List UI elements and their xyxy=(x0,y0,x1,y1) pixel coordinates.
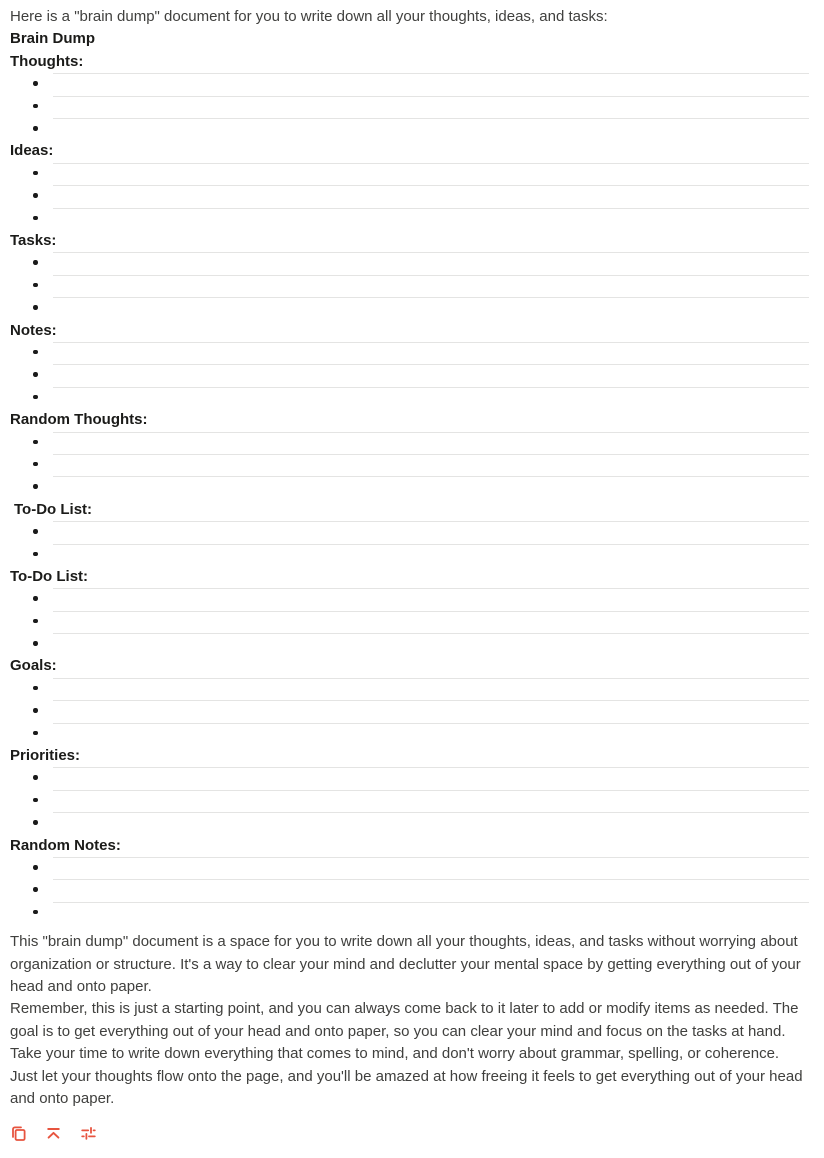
collapse-top-icon xyxy=(44,1124,63,1143)
blank-line-item xyxy=(10,790,809,812)
bullet-dot xyxy=(33,731,38,736)
blank-rule xyxy=(53,275,809,276)
paragraph: Take your time to write down everything that comes to mind, and don't worry about grammar, spelling, or coherence. Just let your thoughts flow onto the page, and you'll be amazed at how freeing it feels to get everything out of your head and onto paper. xyxy=(10,1045,803,1108)
blank-rule xyxy=(53,73,809,74)
copy-icon xyxy=(9,1124,28,1143)
blank-line-item xyxy=(10,387,809,409)
bullet-dot xyxy=(33,81,38,86)
section-header: Priorities: xyxy=(10,747,81,765)
blank-list xyxy=(10,767,809,834)
blank-line-item xyxy=(10,163,809,185)
blank-line-item xyxy=(10,364,809,386)
blank-list xyxy=(10,588,809,655)
blank-list xyxy=(10,163,809,230)
blank-rule xyxy=(53,476,809,477)
blank-rule xyxy=(53,118,809,119)
blank-line-item xyxy=(10,611,809,633)
paragraph: This "brain dump" document is a space for you to write down all your thoughts, ideas, and tasks without worrying about organization or structure. It's a way to clear your mind and declutter your mental space by getting everything out of your head and onto paper. xyxy=(10,933,801,996)
blank-line-item xyxy=(10,879,809,901)
section-header: Random Notes: xyxy=(10,836,121,854)
blank-line-item xyxy=(10,275,809,297)
bullet-dot xyxy=(33,619,38,624)
bullet-dot xyxy=(33,910,38,915)
bullet-dot xyxy=(33,596,38,601)
blank-rule xyxy=(53,454,809,455)
bullet-dot xyxy=(33,686,38,691)
adjust-button[interactable] xyxy=(78,1123,98,1143)
bullet-dot xyxy=(33,126,38,131)
blank-rule xyxy=(53,432,809,433)
blank-rule xyxy=(53,387,809,388)
blank-rule xyxy=(53,812,809,813)
blank-rule xyxy=(53,342,809,343)
blank-rule xyxy=(53,723,809,724)
section-header: To-Do List: xyxy=(14,500,93,518)
blank-rule xyxy=(53,96,809,97)
blank-line-item xyxy=(10,297,809,319)
blank-rule xyxy=(53,544,809,545)
blank-line-item xyxy=(10,185,809,207)
intro-line: Here is a "brain dump" document for you to write down all your thoughts, ideas, and tasks: xyxy=(10,8,608,25)
bullet-dot xyxy=(33,283,38,288)
paragraph: Remember, this is just a starting point, and you can always come back to it later to add or modify items as needed. The goal is to get everything out of your head and onto paper, so you can clear your mind and focus on the tasks at hand. xyxy=(10,1000,799,1040)
blank-line-item xyxy=(10,476,809,498)
sliders-icon xyxy=(79,1124,98,1143)
bullet-dot xyxy=(33,798,38,803)
scroll-to-top-button[interactable] xyxy=(43,1123,63,1143)
bullet-dot xyxy=(33,887,38,892)
blank-rule xyxy=(53,588,809,589)
section-header: Thoughts: xyxy=(10,52,84,70)
blank-line-item xyxy=(10,73,809,95)
blank-line-item xyxy=(10,208,809,230)
section-header: Tasks: xyxy=(10,231,57,249)
blank-rule xyxy=(53,700,809,701)
blank-rule xyxy=(53,297,809,298)
blank-line-item xyxy=(10,118,809,140)
blank-line-item xyxy=(10,767,809,789)
bullet-dot xyxy=(33,216,38,221)
blank-line-item xyxy=(10,342,809,364)
bullet-dot xyxy=(33,372,38,377)
bullet-dot xyxy=(33,865,38,870)
bullet-dot xyxy=(33,440,38,445)
blank-line-item xyxy=(10,96,809,118)
blank-line-item xyxy=(10,252,809,274)
bullet-dot xyxy=(33,775,38,780)
blank-list xyxy=(10,857,809,924)
message-actions xyxy=(8,1123,809,1143)
blank-list xyxy=(10,73,809,140)
blank-line-item xyxy=(10,432,809,454)
closing-paragraphs xyxy=(10,931,809,1110)
blank-line-item xyxy=(10,454,809,476)
bullet-dot xyxy=(33,260,38,265)
section-header: Ideas: xyxy=(10,142,54,160)
bullet-dot xyxy=(33,395,38,400)
bullet-dot xyxy=(33,529,38,534)
bullet-dot xyxy=(33,193,38,198)
bullet-dot xyxy=(33,305,38,310)
bullet-dot xyxy=(33,350,38,355)
blank-list xyxy=(10,678,809,745)
blank-list xyxy=(10,432,809,499)
copy-button[interactable] xyxy=(8,1123,28,1143)
blank-rule xyxy=(53,163,809,164)
bullet-dot xyxy=(33,171,38,176)
section-header: Random Thoughts: xyxy=(10,411,148,429)
blank-rule xyxy=(53,633,809,634)
blank-rule xyxy=(53,678,809,679)
blank-line-item xyxy=(10,857,809,879)
brain-dump-sections xyxy=(10,51,809,924)
blank-rule xyxy=(53,879,809,880)
blank-line-item xyxy=(10,902,809,924)
blank-line-item xyxy=(10,812,809,834)
blank-list xyxy=(10,252,809,319)
blank-line-item xyxy=(10,678,809,700)
blank-rule xyxy=(53,252,809,253)
bullet-dot xyxy=(33,708,38,713)
blank-rule xyxy=(53,185,809,186)
section-header: Notes: xyxy=(10,321,57,339)
bullet-dot xyxy=(33,484,38,489)
blank-line-item xyxy=(10,700,809,722)
bullet-dot xyxy=(33,462,38,467)
blank-rule xyxy=(53,767,809,768)
bullet-dot xyxy=(33,104,38,109)
blank-list xyxy=(10,342,809,409)
blank-list xyxy=(10,521,809,566)
document-title: Brain Dump xyxy=(10,30,96,48)
blank-line-item xyxy=(10,588,809,610)
blank-line-item xyxy=(10,723,809,745)
section-header: To-Do List: xyxy=(10,567,89,585)
blank-rule xyxy=(53,208,809,209)
blank-rule xyxy=(53,521,809,522)
bullet-dot xyxy=(33,820,38,825)
blank-line-item xyxy=(10,544,809,566)
blank-rule xyxy=(53,790,809,791)
bullet-dot xyxy=(33,552,38,557)
blank-line-item xyxy=(10,521,809,543)
bullet-dot xyxy=(33,641,38,646)
blank-rule xyxy=(53,364,809,365)
section-header: Goals: xyxy=(10,657,57,675)
blank-line-item xyxy=(10,633,809,655)
blank-rule xyxy=(53,857,809,858)
blank-rule xyxy=(53,611,809,612)
blank-rule xyxy=(53,902,809,903)
